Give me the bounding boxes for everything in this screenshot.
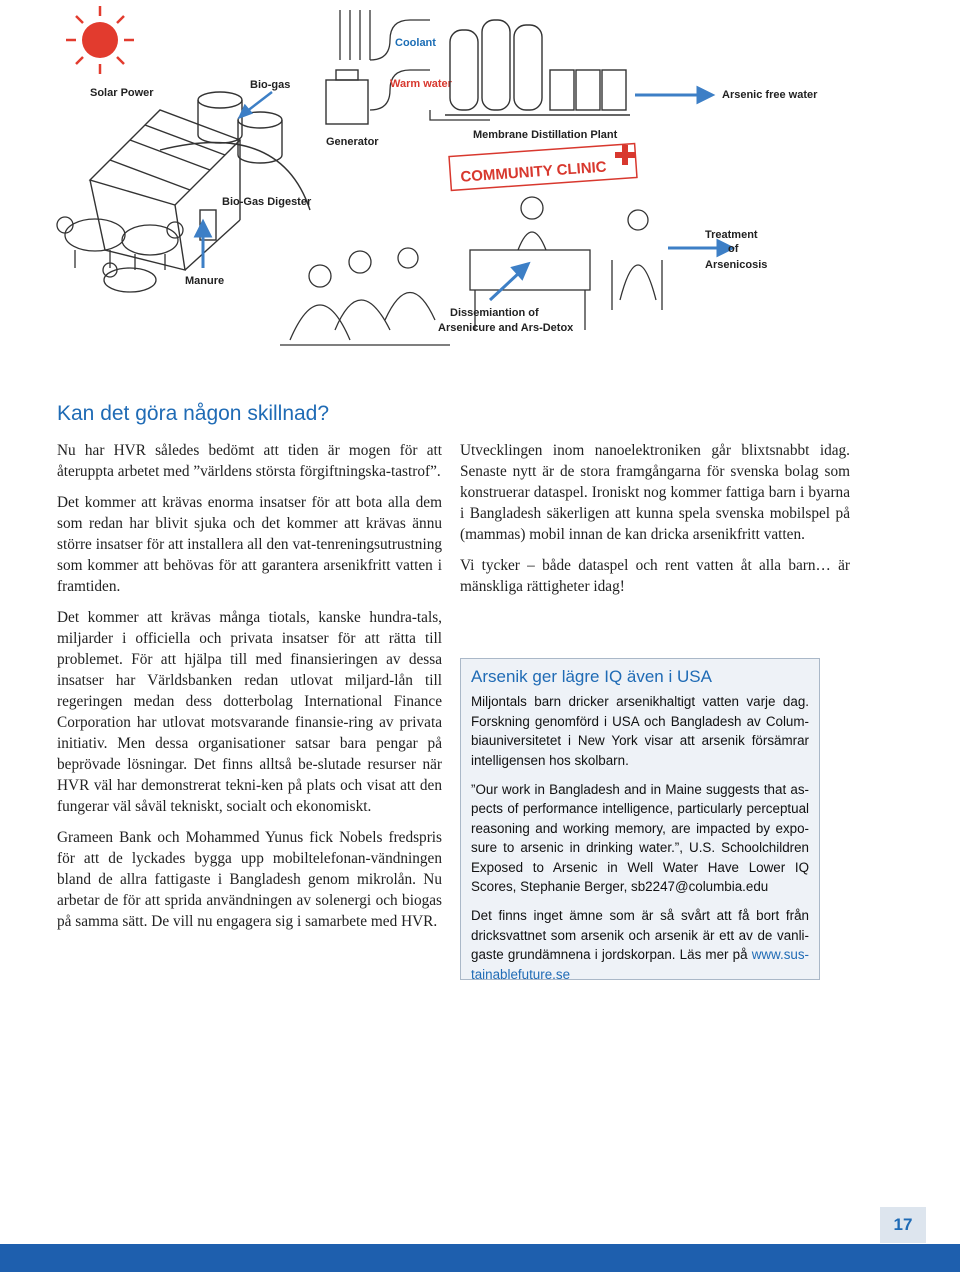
label-manure: Manure [185,275,225,287]
label-warm-water: Warm water [390,78,452,90]
page-number: 17 [880,1207,926,1243]
left-paragraph-4: Grameen Bank och Mohammed Yunus fick Nobels fredspris för att de lyckades bygga upp mobiltelefonan-vändningen bland de allra fattigaste i Bangladesh genom mikrolån. Nu arbetar de för att sprida användningen av solenergi och biogas på samma sätt. De vill nu engagera sig i samarbete med HVR. [57,829,442,930]
label-arsenic-free-water: Arsenic free water [722,89,818,101]
solar-building [90,110,240,270]
women-group [280,248,450,345]
bio-gas-arrow [240,92,272,117]
manure-arrow [196,222,210,268]
sun-icon [66,6,134,74]
dissemination-arrow [490,264,528,300]
label-coolant: Coolant [395,37,436,49]
footer-bar [0,1244,960,1272]
label-generator: Generator [326,136,379,148]
process-illustration [50,0,830,372]
sustainable-future-link[interactable]: www.sus-tainablefuture.se [471,947,809,982]
cows [57,217,183,292]
generator [326,70,368,124]
right-column [460,440,850,607]
biogas-tanks [160,92,310,210]
label-dissemination-1: Dissemiantion of [450,307,539,319]
label-membrane-plant: Membrane Distillation Plant [473,129,618,141]
label-solar-power: Solar Power [90,87,154,99]
label-bio-gas-digester: Bio-Gas Digester [222,196,312,208]
sidebar-box-title: Arsenik ger lägre IQ även i USA [471,667,712,686]
left-paragraph-2: Det kommer att krävas enorma insatser för att bota alla dem som redan har blivit sjuka och det kommer att krävas ännu större insatser för att installera all den vat-tenreningsutrustning som kommer att behövas för att garantera arsenikfritt vatten i framtiden. [57,494,442,595]
right-paragraph-1: Utvecklingen inom nanoelektroniken går blixtsnabbt idag. Senaste nytt är de stora framgångarna för svenska bolag som konstruerar dataspel. Ironiskt nog kommer fattiga barn i byarna i Bangladesh säkerligen att kunna spela svenska mobilspel på (mammas) mobil innan de kan dricka arsenikfritt vatten. [460,442,850,543]
article-heading: Kan det göra någon skillnad? [57,402,330,425]
label-community-clinic: COMMUNITY CLINIC [459,158,608,186]
sidebar-box-paragraph-3 [471,906,809,984]
red-cross-icon [615,145,635,165]
right-paragraph-2: Vi tycker – både dataspel och rent vatten åt alla barn… är mänskliga rättigheter idag! [460,557,850,595]
process-diagram [50,0,830,372]
label-dissemination-2: Arsenicure and Ars-Detox [438,322,574,334]
arsenic-free-arrow [635,88,712,102]
treatment-arrow [668,241,732,255]
label-treatment-1: Treatment [705,229,758,241]
sidebar-box-paragraph-2: ”Our work in Bangladesh and in Maine suggests that as-pects of performance intelligence, particularly perceptual reasoning and working memory, are impacted by expo-sure to arsenic in drinking water.”, U.S. Schoolchildren Exposed to Arsenic in Well Water Have Lower IQ Scores, Stephanie Berger, sb2247@columbia.edu [471,782,809,895]
label-treatment-2: of [728,243,739,255]
left-column [57,440,442,942]
left-paragraph-1: Nu har HVR således bedömt att tiden är mogen för att återuppta arbetet med ”världens största förgiftningska-tastrof”. [57,442,442,480]
left-paragraph-3: Det kommer att krävas många tiotals, kanske hundra-tals, miljarder i officiella och privata insatser för att rätta till problemet. För att hjälpa till med finansieringen av dessa insatser har Världsbanken redan utlovat miljard-lån till regeringen medan dess dotterbolag International Finance Corporation har utlovat motsvarande finansie-ring av privata initiativ. Men dessa organisationer satsar bara pengar på beprövade lösningar. Det finns alltså be-slutade resurser när HVR väl har demonstrerat tekni-ken på plats och visat att den fungerar väl såväl tekniskt, socialt och ekonomiskt. [57,609,442,815]
membrane-plant [445,20,630,115]
label-treatment-3: Arsenicosis [705,259,768,271]
label-bio-gas: Bio-gas [250,79,291,91]
clinic-sign [449,144,637,191]
coolant-coils [340,10,490,120]
sidebar-box [460,658,820,980]
sidebar-box-paragraph-1: Miljontals barn dricker arsenikhaltigt vatten varje dag. Forskning genomförd i USA och Bangladesh av Colum-biauniversitetet i New York visar att arsenik försämrar intelligensen hos skolbarn. [471,694,809,768]
sidebar-box-paragraph-3-text: Det finns inget ämne som är så svårt att få bort från dricksvattnet som arsenik och arsenik är ett av de vanli-gaste grundämnena i jordskorpan. Läs mer på [471,908,809,963]
